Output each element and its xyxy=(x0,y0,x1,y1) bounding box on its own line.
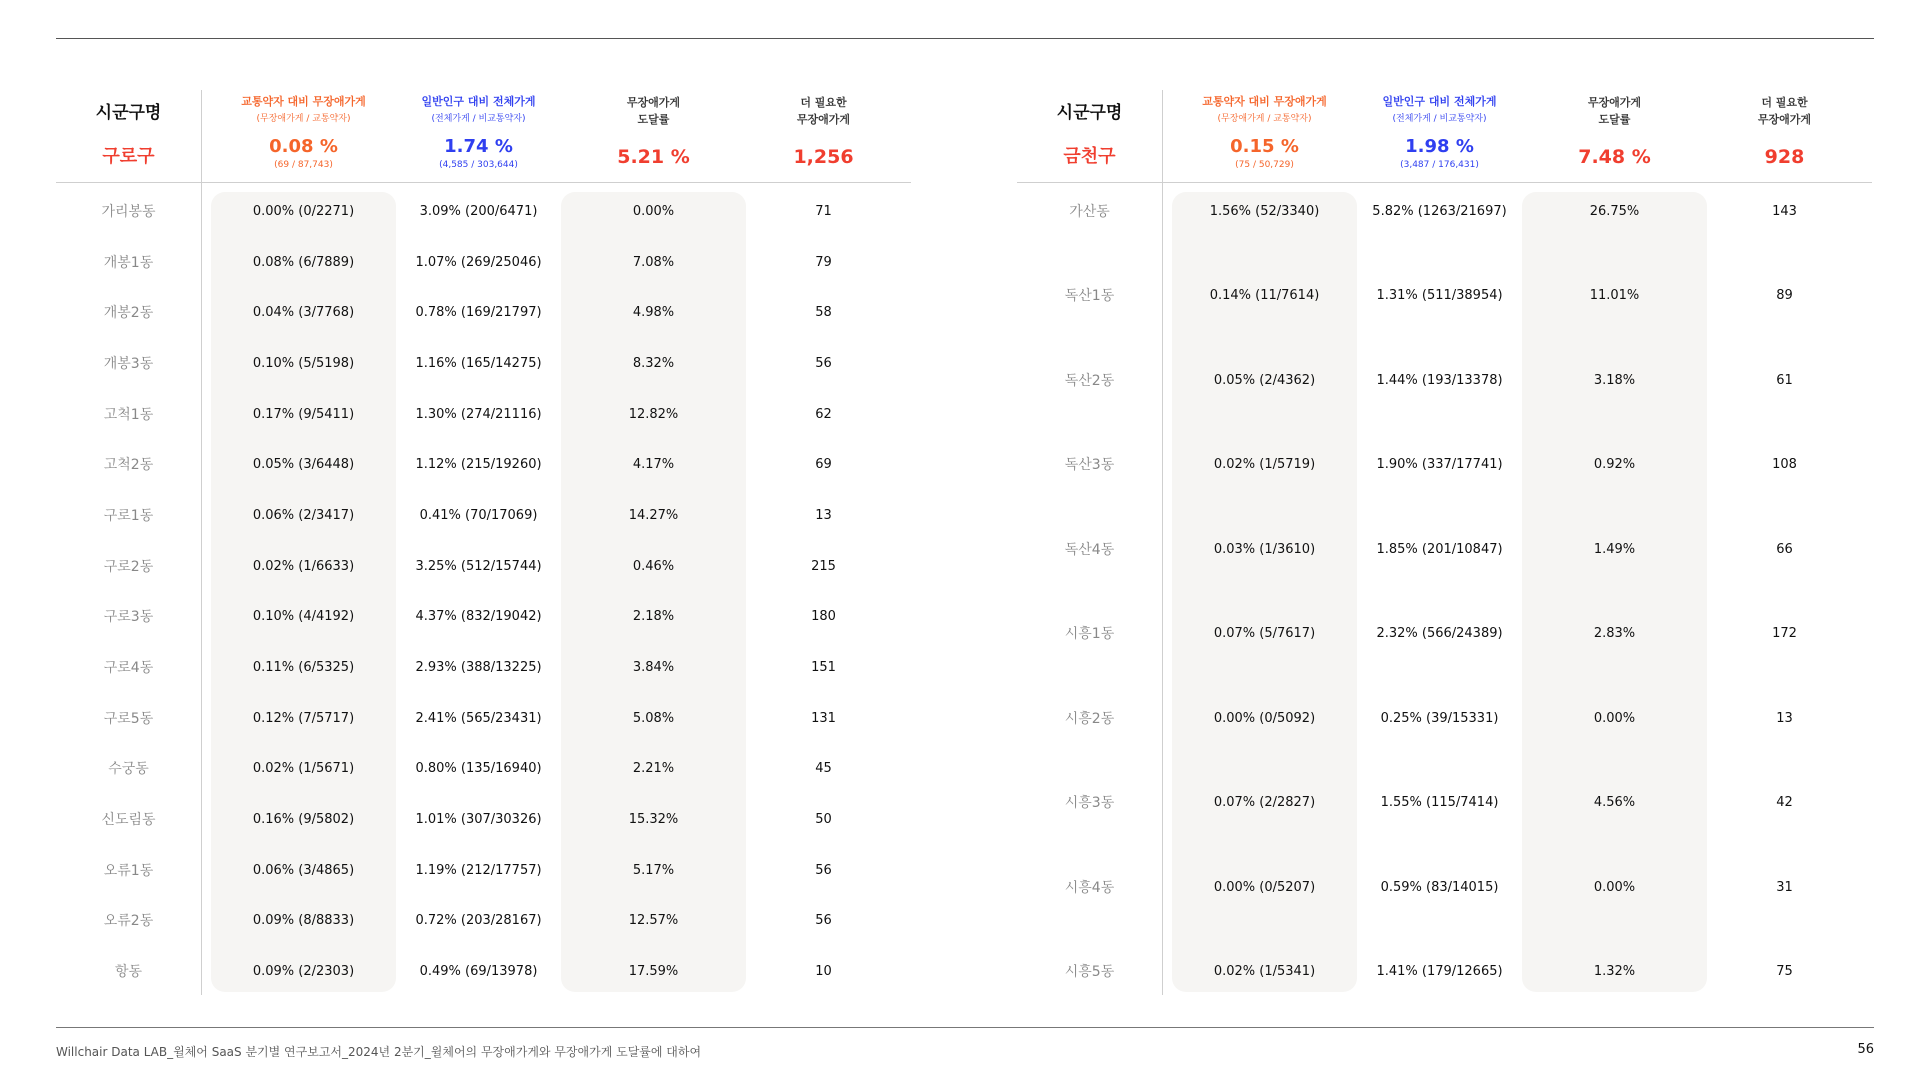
reach-rate: 4.17% xyxy=(632,457,675,473)
header-divider xyxy=(56,182,911,183)
dong-name: 항동 xyxy=(114,964,143,980)
region-name: 구로구 xyxy=(102,146,155,167)
mobility-store-ratio: 1.56% (52/3340) xyxy=(1209,204,1320,219)
general-store-ratio: 1.44% (193/13378) xyxy=(1376,372,1503,388)
header-formula: (전체가게 / 비교통약자) xyxy=(431,114,526,124)
table-row xyxy=(56,496,911,536)
dong-name: 구로5동 xyxy=(103,710,154,727)
header-title: 일반인구 대비 전체가게 xyxy=(421,95,536,108)
header-title: 일반인구 대비 전체가게 xyxy=(1382,95,1497,108)
table-row xyxy=(56,952,911,992)
header-value: 0.08 % xyxy=(269,136,338,157)
header-title: 무장애가게 도달률 xyxy=(626,96,681,126)
dong-name: 개봉3동 xyxy=(103,356,154,372)
header-title: 더 필요한 무장애가게 xyxy=(1757,96,1812,126)
mobility-store-ratio: 0.10% (5/5198) xyxy=(252,356,355,371)
needed-stores: 56 xyxy=(815,862,832,878)
mobility-store-ratio: 0.12% (7/5717) xyxy=(252,710,355,726)
general-store-ratio: 2.32% (566/24389) xyxy=(1376,626,1503,642)
table-row xyxy=(1017,445,1872,485)
region-name: 금천구 xyxy=(1063,146,1116,167)
region-header xyxy=(56,90,201,182)
table-row xyxy=(1017,952,1872,992)
needed-stores: 62 xyxy=(815,406,832,422)
needed-stores: 215 xyxy=(811,558,836,574)
needed-stores: 71 xyxy=(815,204,832,219)
reach-rate: 14.27% xyxy=(628,508,679,523)
mobility-store-ratio: 0.03% (1/3610) xyxy=(1213,541,1316,557)
header-formula: (무장애가게 / 교통약자) xyxy=(1217,114,1312,124)
needed-stores: 56 xyxy=(815,913,832,929)
mobility-store-ratio: 0.06% (3/4865) xyxy=(252,862,355,878)
reach-rate: 2.83% xyxy=(1593,626,1636,642)
header-title: 무장애가게 도달률 xyxy=(1587,96,1642,126)
general-store-ratio: 2.93% (388/13225) xyxy=(415,660,542,675)
mobility-store-ratio: 0.14% (11/7614) xyxy=(1209,288,1320,304)
mobility-store-ratio: 0.05% (3/6448) xyxy=(252,457,355,473)
table-row xyxy=(56,344,911,384)
mobility-store-ratio: 0.05% (2/4362) xyxy=(1213,372,1316,388)
needed-stores: 13 xyxy=(815,508,832,523)
mobility-store-ratio: 0.10% (4/4192) xyxy=(252,609,355,625)
general-store-ratio: 1.01% (307/30326) xyxy=(415,812,542,827)
dong-name: 시흥5동 xyxy=(1064,964,1115,980)
dong-name: 시흥2동 xyxy=(1064,710,1115,727)
header-value: 5.21 % xyxy=(617,146,690,168)
bottom-rule xyxy=(56,1027,1874,1028)
mobility-store-ratio: 0.09% (2/2303) xyxy=(252,964,355,979)
mobility-store-ratio: 0.02% (1/5341) xyxy=(1213,964,1316,979)
needed-stores: 10 xyxy=(815,964,832,979)
dong-name: 개봉2동 xyxy=(103,305,154,322)
footer-text: Willchair Data LAB_윌체어 SaaS 분기별 연구보고서_2024년 2분기_윌체어의 무장애가게와 무장애가게 도달률에 대하여 xyxy=(56,1045,702,1059)
reach-rate: 0.00% xyxy=(632,204,675,219)
general-store-ratio: 1.41% (179/12665) xyxy=(1376,964,1503,979)
mobility-store-ratio: 0.02% (1/5671) xyxy=(252,761,355,777)
dong-name: 시흥1동 xyxy=(1064,626,1115,643)
table-row xyxy=(56,901,911,941)
header-value: 1.74 % xyxy=(444,136,513,157)
needed-stores: 108 xyxy=(1772,457,1797,473)
table-row xyxy=(1017,276,1872,316)
general-store-ratio: 1.31% (511/38954) xyxy=(1376,288,1503,304)
reach-rate: 0.00% xyxy=(1593,710,1636,726)
reach-rate: 15.32% xyxy=(628,812,679,827)
table-row xyxy=(1017,192,1872,232)
table-row xyxy=(56,293,911,333)
reach-rate: 0.46% xyxy=(632,558,675,574)
dong-name: 구로1동 xyxy=(103,508,154,524)
table-row xyxy=(1017,361,1872,401)
mobility-store-ratio: 0.00% (0/5207) xyxy=(1213,879,1316,895)
dong-name: 신도림동 xyxy=(101,812,156,828)
table-body xyxy=(1017,192,1872,992)
dong-name: 가산동 xyxy=(1069,204,1110,220)
dong-name: 오류2동 xyxy=(103,913,154,930)
dong-name: 수궁동 xyxy=(108,761,149,778)
mobility-store-ratio: 0.11% (6/5325) xyxy=(252,660,355,675)
table-row xyxy=(56,597,911,637)
top-rule xyxy=(56,38,1874,39)
reach-rate: 0.92% xyxy=(1593,457,1636,473)
dong-name: 가리봉동 xyxy=(101,204,156,220)
header-value: 0.15 % xyxy=(1230,136,1299,157)
reach-rate: 2.18% xyxy=(632,609,675,625)
header-general-stores xyxy=(1347,90,1532,182)
needed-stores: 143 xyxy=(1772,204,1797,219)
general-store-ratio: 1.85% (201/10847) xyxy=(1376,541,1503,557)
mobility-store-ratio: 0.04% (3/7768) xyxy=(252,305,355,321)
reach-rate: 1.32% xyxy=(1593,964,1636,979)
needed-stores: 131 xyxy=(811,710,836,726)
general-store-ratio: 1.90% (337/17741) xyxy=(1376,457,1503,473)
header-needed-stores xyxy=(1697,90,1872,182)
dong-name: 오류1동 xyxy=(103,862,154,879)
header-fraction: (3,487 / 176,431) xyxy=(1400,160,1479,170)
reach-rate: 8.32% xyxy=(632,356,675,371)
mobility-store-ratio: 0.00% (0/5092) xyxy=(1213,710,1316,726)
reach-rate: 12.82% xyxy=(628,406,679,422)
reach-rate: 11.01% xyxy=(1589,288,1640,304)
general-store-ratio: 1.55% (115/7414) xyxy=(1380,795,1499,811)
header-value: 1,256 xyxy=(793,146,854,168)
header-divider xyxy=(1017,182,1872,183)
reach-rate: 0.00% xyxy=(1593,879,1636,895)
needed-stores: 58 xyxy=(815,305,832,321)
needed-stores: 69 xyxy=(815,457,832,473)
needed-stores: 79 xyxy=(815,254,832,270)
mobility-store-ratio: 0.16% (9/5802) xyxy=(252,812,355,827)
general-store-ratio: 2.41% (565/23431) xyxy=(415,710,542,726)
table-row xyxy=(56,800,911,840)
region-label: 시군구명 xyxy=(1056,103,1123,123)
general-store-ratio: 0.59% (83/14015) xyxy=(1380,879,1499,895)
general-store-ratio: 4.37% (832/19042) xyxy=(415,609,542,625)
needed-stores: 45 xyxy=(815,761,832,777)
guro-table xyxy=(56,90,911,995)
general-store-ratio: 1.07% (269/25046) xyxy=(415,254,542,270)
needed-stores: 172 xyxy=(1772,626,1797,642)
region-label: 시군구명 xyxy=(95,103,162,123)
needed-stores: 151 xyxy=(811,660,836,675)
general-store-ratio: 1.12% (215/19260) xyxy=(415,457,542,473)
mobility-store-ratio: 0.08% (6/7889) xyxy=(252,254,355,270)
mobility-store-ratio: 0.02% (1/6633) xyxy=(252,558,355,574)
header-reach-rate xyxy=(561,90,746,182)
table-row xyxy=(1017,614,1872,654)
header-value: 928 xyxy=(1764,146,1805,168)
general-store-ratio: 3.25% (512/15744) xyxy=(415,558,542,574)
table-row xyxy=(56,445,911,485)
header-formula: (무장애가게 / 교통약자) xyxy=(256,114,351,124)
general-store-ratio: 1.30% (274/21116) xyxy=(415,406,542,422)
general-store-ratio: 0.78% (169/21797) xyxy=(415,305,542,321)
header-fraction: (4,585 / 303,644) xyxy=(439,160,518,170)
mobility-store-ratio: 0.02% (1/5719) xyxy=(1213,457,1316,473)
needed-stores: 13 xyxy=(1776,710,1793,726)
general-store-ratio: 1.19% (212/17757) xyxy=(415,862,542,878)
table-row xyxy=(1017,783,1872,823)
header-mobility-stores xyxy=(1172,90,1357,182)
table-row xyxy=(56,547,911,587)
dong-name: 독산4동 xyxy=(1064,541,1115,558)
reach-rate: 4.98% xyxy=(632,305,675,321)
general-store-ratio: 1.16% (165/14275) xyxy=(415,356,542,371)
needed-stores: 75 xyxy=(1776,964,1793,979)
general-store-ratio: 0.41% (70/17069) xyxy=(419,508,538,523)
reach-rate: 2.21% xyxy=(632,761,675,777)
reach-rate: 26.75% xyxy=(1589,204,1640,219)
header-reach-rate xyxy=(1522,90,1707,182)
dong-name: 구로2동 xyxy=(103,558,154,575)
region-header xyxy=(1017,90,1162,182)
header-value: 7.48 % xyxy=(1578,146,1651,168)
dong-name: 구로4동 xyxy=(103,660,154,676)
reach-rate: 12.57% xyxy=(628,913,679,929)
general-store-ratio: 0.25% (39/15331) xyxy=(1380,710,1499,726)
header-fraction: (75 / 50,729) xyxy=(1235,160,1294,170)
header-title: 교통약자 대비 무장애가게 xyxy=(241,95,366,108)
needed-stores: 56 xyxy=(815,356,832,371)
needed-stores: 89 xyxy=(1776,288,1793,304)
reach-rate: 3.18% xyxy=(1593,372,1636,388)
general-store-ratio: 0.49% (69/13978) xyxy=(419,964,538,979)
reach-rate: 1.49% xyxy=(1593,541,1636,557)
page-number: 56 xyxy=(1857,1042,1874,1057)
geumcheon-table xyxy=(1017,90,1872,995)
reach-rate: 17.59% xyxy=(628,964,679,979)
general-store-ratio: 0.80% (135/16940) xyxy=(415,761,542,777)
table-row xyxy=(1017,699,1872,739)
table-row xyxy=(56,749,911,789)
mobility-store-ratio: 0.07% (5/7617) xyxy=(1213,626,1316,642)
dong-name: 시흥3동 xyxy=(1064,795,1115,812)
needed-stores: 31 xyxy=(1776,879,1793,895)
dong-name: 독산3동 xyxy=(1064,457,1115,474)
mobility-store-ratio: 0.09% (8/8833) xyxy=(252,913,355,929)
header-value: 1.98 % xyxy=(1405,136,1474,157)
table-row xyxy=(56,192,911,232)
dong-name: 독산2동 xyxy=(1064,372,1115,389)
mobility-store-ratio: 0.17% (9/5411) xyxy=(252,406,355,422)
reach-rate: 7.08% xyxy=(632,254,675,270)
header-mobility-stores xyxy=(211,90,396,182)
table-row xyxy=(56,851,911,891)
dong-name: 독산1동 xyxy=(1064,288,1115,305)
general-store-ratio: 3.09% (200/6471) xyxy=(419,204,538,219)
general-store-ratio: 0.72% (203/28167) xyxy=(415,913,542,929)
reach-rate: 5.17% xyxy=(632,862,675,878)
header-needed-stores xyxy=(736,90,911,182)
dong-name: 고척2동 xyxy=(103,457,154,474)
header-title: 더 필요한 무장애가게 xyxy=(796,96,851,126)
needed-stores: 61 xyxy=(1776,372,1793,388)
needed-stores: 42 xyxy=(1776,795,1793,811)
reach-rate: 5.08% xyxy=(632,710,675,726)
header-formula: (전체가게 / 비교통약자) xyxy=(1392,114,1487,124)
mobility-store-ratio: 0.06% (2/3417) xyxy=(252,508,355,523)
needed-stores: 180 xyxy=(811,609,836,625)
reach-rate: 3.84% xyxy=(632,660,675,675)
mobility-store-ratio: 0.00% (0/2271) xyxy=(252,204,355,219)
dong-name: 고척1동 xyxy=(103,406,154,423)
table-row xyxy=(56,648,911,688)
dong-name: 시흥4동 xyxy=(1064,879,1115,896)
needed-stores: 50 xyxy=(815,812,832,827)
table-row xyxy=(1017,868,1872,908)
table-row xyxy=(56,699,911,739)
general-store-ratio: 5.82% (1263/21697) xyxy=(1372,204,1507,219)
table-row xyxy=(56,243,911,283)
reach-rate: 4.56% xyxy=(1593,795,1636,811)
table-row xyxy=(56,395,911,435)
table-body xyxy=(56,192,911,992)
dong-name: 구로3동 xyxy=(103,609,154,626)
dong-name: 개봉1동 xyxy=(103,254,154,271)
table-row xyxy=(1017,530,1872,570)
needed-stores: 66 xyxy=(1776,541,1793,557)
mobility-store-ratio: 0.07% (2/2827) xyxy=(1213,795,1316,811)
header-general-stores xyxy=(386,90,571,182)
header-title: 교통약자 대비 무장애가게 xyxy=(1202,95,1327,108)
header-fraction: (69 / 87,743) xyxy=(274,160,333,170)
